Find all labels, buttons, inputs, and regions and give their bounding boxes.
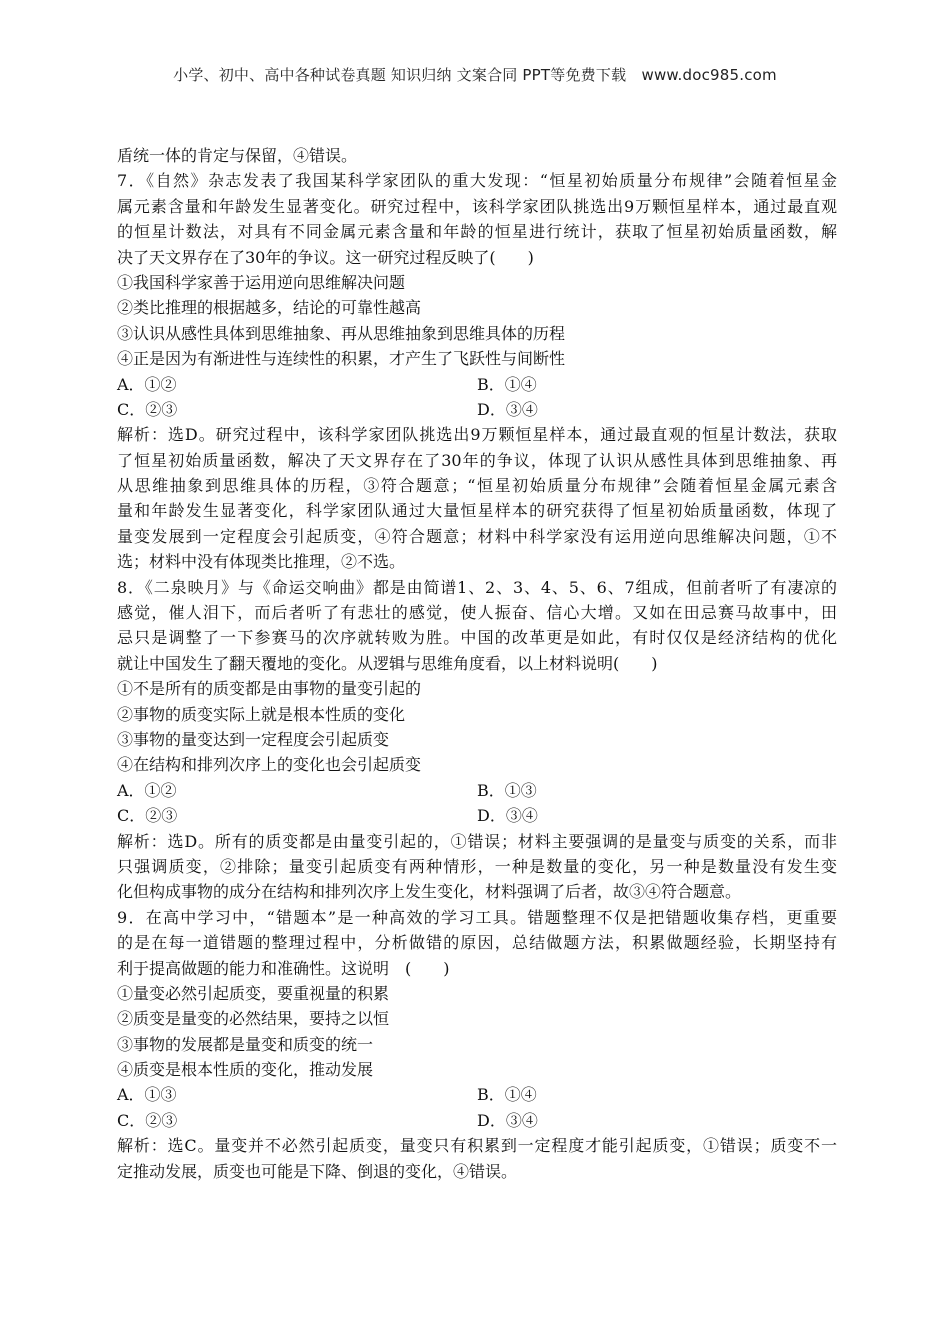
statement-item: ①不是所有的质变都是由事物的量变引起的 [117, 679, 422, 699]
option-c: C．②③ [117, 806, 178, 826]
statement-item: ③认识从感性具体到思维抽象、再从思维抽象到思维具体的历程 [117, 323, 566, 343]
analysis-line: 选；材料中没有体现类比推理，②不选。 [117, 552, 406, 572]
analysis-line: 解析：选D。所有的质变都是由量变引起的，①错误；材料主要强调的是量变与质变的关系，而非 [117, 831, 837, 851]
document-body [117, 143, 837, 1184]
statement-item: ④正是因为有渐进性与连续性的积累，才产生了飞跃性与间断性 [117, 349, 566, 369]
statement-item: ②质变是量变的必然结果，要持之以恒 [117, 1009, 390, 1029]
analysis-line: 只强调质变，②排除；量变引起质变有两种情形，一种是数量的变化，另一种是数量没有发生变 [117, 856, 837, 876]
options-row [117, 397, 837, 422]
question-stem-line: 属元素含量和年龄发生显著变化。研究过程中，该科学家团队挑选出9万颗恒星样本，通过最直观 [117, 196, 837, 216]
question-9 [117, 905, 837, 1184]
options-row [117, 803, 837, 828]
question-stem-line: 的恒星计数法，对具有不同金属元素含量和年龄的恒星进行统计，获取了恒星初始质量函数，解 [117, 222, 837, 242]
statement-item: ③事物的发展都是量变和质变的统一 [117, 1034, 374, 1054]
option-d: D．③④ [477, 1110, 538, 1130]
question-stem-line: 7．《自然》杂志发表了我国某科学家团队的重大发现：“恒星初始质量分布规律”会随着恒星金 [117, 171, 837, 191]
question-8 [117, 575, 837, 905]
option-a: A．①② [117, 374, 177, 394]
option-b: B．①③ [477, 780, 537, 800]
option-d: D．③④ [477, 399, 538, 419]
question-stem-line: 9．在高中学习中，“错题本”是一种高效的学习工具。错题整理不仅是把错题收集存档，更重要 [117, 907, 837, 927]
analysis-line: 解析：选C。量变并不必然引起质变，量变只有积累到一定程度才能引起质变，①错误；质变不一 [117, 1136, 837, 1156]
question-stem-line: 8．《二泉映月》与《命运交响曲》都是由简谱1、2、3、4、5、6、7组成，但前者听了有凄凉的 [117, 577, 837, 597]
option-a: A．①② [117, 780, 177, 800]
option-b: B．①④ [477, 1085, 537, 1105]
statement-item: ②类比推理的根据越多，结论的可靠性越高 [117, 298, 422, 318]
question-stem-line: 就让中国发生了翻天覆地的变化。从逻辑与思维角度看，以上材料说明( ) [117, 653, 658, 673]
question-stem-line: 决了天文界存在了30年的争议。这一研究过程反映了( ) [117, 247, 534, 267]
analysis-line: 量变发展到一定程度会引起质变，④符合题意；材料中科学家没有运用逆向思维解决问题，①不 [117, 526, 837, 546]
analysis-line: 量和年龄发生显著变化，科学家团队通过大量恒星样本的研究获得了恒星初始质量函数，体现了 [117, 501, 837, 521]
question-7 [117, 168, 837, 574]
statement-item: ③事物的量变达到一定程度会引起质变 [117, 729, 390, 749]
option-b: B．①④ [477, 374, 537, 394]
statement-item: ④在结构和排列次序上的变化也会引起质变 [117, 755, 422, 775]
options-row [117, 372, 837, 397]
page-header: 小学、初中、高中各种试卷真题 知识归纳 文案合同 PPT等免费下载 www.doc985.com [173, 66, 777, 84]
statement-item: ①我国科学家善于运用逆向思维解决问题 [117, 272, 406, 292]
analysis-line: 化但构成事物的成分在结构和排列次序上发生变化，材料强调了后者，故③④符合题意。 [117, 882, 742, 902]
statement-item: ①量变必然引起质变，要重视量的积累 [117, 983, 390, 1003]
option-c: C．②③ [117, 399, 178, 419]
question-stem-line: 感觉，催人泪下，而后者听了有悲壮的感觉，使人振奋、信心大增。又如在田忌赛马故事中，田 [117, 603, 837, 623]
statement-item: ②事物的质变实际上就是根本性质的变化 [117, 704, 406, 724]
option-c: C．②③ [117, 1110, 178, 1130]
question-stem-line: 的是在每一道错题的整理过程中，分析做错的原因，总结做题方法，积累做题经验，长期坚持有 [117, 933, 837, 953]
options-row [117, 778, 837, 803]
previous-answer-tail: 盾统一体的肯定与保留，④错误。 [117, 146, 358, 165]
question-stem-line: 利于提高做题的能力和准确性。这说明 ( ) [117, 958, 450, 978]
statement-item: ④质变是根本性质的变化，推动发展 [117, 1060, 374, 1080]
analysis-line: 了恒星初始质量函数，解决了天文界存在了30年的争议，体现了认识从感性具体到思维抽象、再 [117, 450, 837, 470]
options-row [117, 1082, 837, 1107]
option-a: A．①③ [117, 1085, 177, 1105]
analysis-line: 从思维抽象到思维具体的历程，③符合题意；“恒星初始质量分布规律”会随着恒星金属元素含 [117, 476, 837, 496]
option-d: D．③④ [477, 806, 538, 826]
analysis-line: 定推动发展，质变也可能是下降、倒退的变化，④错误。 [117, 1161, 518, 1181]
question-stem-line: 忌只是调整了一下参赛马的次序就转败为胜。中国的改革更是如此，有时仅仅是经济结构的优化 [117, 628, 837, 648]
options-row [117, 1108, 837, 1133]
analysis-line: 解析：选D。研究过程中，该科学家团队挑选出9万颗恒星样本，通过最直观的恒星计数法，获取 [117, 425, 837, 445]
